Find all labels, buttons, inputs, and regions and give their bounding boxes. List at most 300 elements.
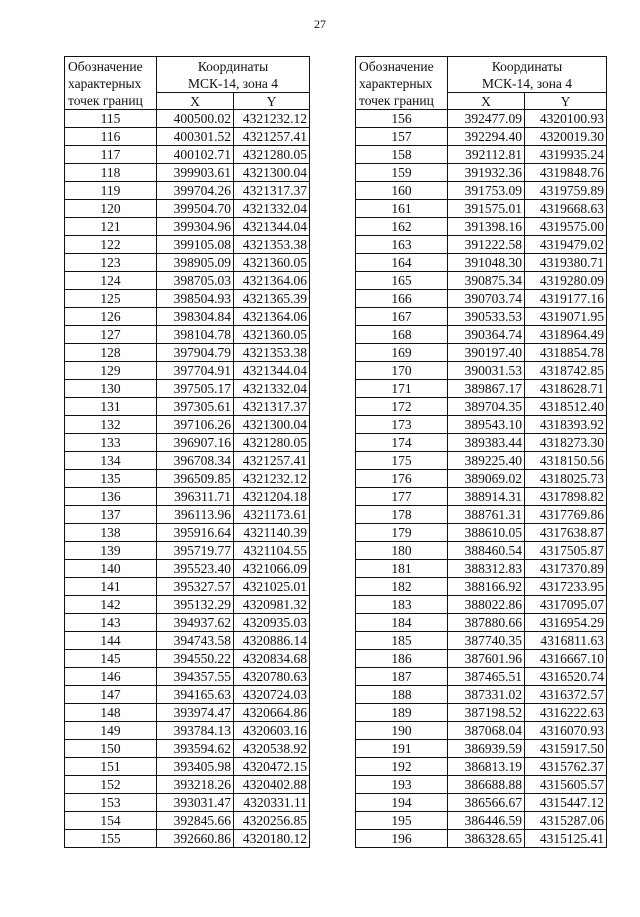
table-row bbox=[356, 560, 607, 578]
table-row bbox=[65, 758, 310, 776]
table-row bbox=[65, 434, 310, 452]
table-row bbox=[65, 560, 310, 578]
table-row bbox=[356, 344, 607, 362]
y-coordinate-cell: 4321332.04 bbox=[234, 200, 310, 218]
y-coordinate-cell: 4318628.71 bbox=[525, 380, 607, 398]
x-coordinate-cell: 390703.74 bbox=[448, 290, 525, 308]
x-coordinate-cell: 387331.02 bbox=[448, 686, 525, 704]
point-number-cell: 138 bbox=[65, 524, 157, 542]
table-row bbox=[65, 164, 310, 182]
point-number-cell: 187 bbox=[356, 668, 448, 686]
y-coordinate-cell: 4316520.74 bbox=[525, 668, 607, 686]
table-row bbox=[356, 740, 607, 758]
x-coordinate-cell: 392112.81 bbox=[448, 146, 525, 164]
point-header-line: точек границ bbox=[359, 93, 434, 108]
table-row bbox=[65, 470, 310, 488]
table-row bbox=[65, 344, 310, 362]
y-coordinate-cell: 4319280.09 bbox=[525, 272, 607, 290]
y-coordinate-cell: 4321025.01 bbox=[234, 578, 310, 596]
point-number-cell: 183 bbox=[356, 596, 448, 614]
y-coordinate-cell: 4318025.73 bbox=[525, 470, 607, 488]
table-row bbox=[356, 416, 607, 434]
x-coordinate-cell: 395916.64 bbox=[157, 524, 234, 542]
point-number-cell: 122 bbox=[65, 236, 157, 254]
y-coordinate-cell: 4319479.02 bbox=[525, 236, 607, 254]
coordinates-title: Координаты bbox=[197, 59, 269, 74]
point-number-cell: 176 bbox=[356, 470, 448, 488]
y-coordinate-cell: 4321232.12 bbox=[234, 470, 310, 488]
y-coordinate-cell: 4321364.06 bbox=[234, 272, 310, 290]
point-number-cell: 171 bbox=[356, 380, 448, 398]
point-number-cell: 174 bbox=[356, 434, 448, 452]
point-number-cell: 170 bbox=[356, 362, 448, 380]
x-coordinate-cell: 386688.88 bbox=[448, 776, 525, 794]
point-header-line: Обозначение bbox=[68, 59, 143, 74]
y-coordinate-cell: 4321364.06 bbox=[234, 308, 310, 326]
y-coordinate-cell: 4315447.12 bbox=[525, 794, 607, 812]
point-number-cell: 175 bbox=[356, 452, 448, 470]
x-coordinate-cell: 390875.34 bbox=[448, 272, 525, 290]
y-coordinate-cell: 4317233.95 bbox=[525, 578, 607, 596]
point-number-cell: 164 bbox=[356, 254, 448, 272]
x-coordinate-cell: 388022.86 bbox=[448, 596, 525, 614]
table-row bbox=[356, 578, 607, 596]
table-row bbox=[65, 686, 310, 704]
table-row bbox=[65, 380, 310, 398]
x-coordinate-cell: 394357.55 bbox=[157, 668, 234, 686]
point-number-cell: 173 bbox=[356, 416, 448, 434]
x-coordinate-cell: 392845.66 bbox=[157, 812, 234, 830]
table-row bbox=[356, 308, 607, 326]
x-coordinate-cell: 386328.65 bbox=[448, 830, 525, 848]
table-row bbox=[65, 524, 310, 542]
y-coordinate-cell: 4321173.61 bbox=[234, 506, 310, 524]
y-coordinate-cell: 4321300.04 bbox=[234, 164, 310, 182]
table-row bbox=[65, 596, 310, 614]
x-coordinate-cell: 395132.29 bbox=[157, 596, 234, 614]
point-number-cell: 189 bbox=[356, 704, 448, 722]
table-row bbox=[65, 290, 310, 308]
x-coordinate-cell: 400500.02 bbox=[157, 110, 234, 128]
point-number-cell: 192 bbox=[356, 758, 448, 776]
y-coordinate-cell: 4317769.86 bbox=[525, 506, 607, 524]
x-coordinate-cell: 388610.05 bbox=[448, 524, 525, 542]
table-row bbox=[65, 254, 310, 272]
point-header-line: Обозначение bbox=[359, 59, 434, 74]
x-coordinate-cell: 393405.98 bbox=[157, 758, 234, 776]
x-coordinate-cell: 394550.22 bbox=[157, 650, 234, 668]
x-coordinate-cell: 391222.58 bbox=[448, 236, 525, 254]
point-number-cell: 169 bbox=[356, 344, 448, 362]
y-coordinate-cell: 4320664.86 bbox=[234, 704, 310, 722]
table-row bbox=[65, 830, 310, 848]
y-coordinate-cell: 4315125.41 bbox=[525, 830, 607, 848]
point-number-cell: 148 bbox=[65, 704, 157, 722]
table-row bbox=[65, 110, 310, 128]
point-number-cell: 156 bbox=[356, 110, 448, 128]
point-number-cell: 161 bbox=[356, 200, 448, 218]
table-row bbox=[65, 146, 310, 164]
point-number-cell: 127 bbox=[65, 326, 157, 344]
y-coordinate-cell: 4315762.37 bbox=[525, 758, 607, 776]
coordinates-system: МСК-14, зона 4 bbox=[187, 76, 279, 91]
table-row bbox=[356, 182, 607, 200]
x-coordinate-cell: 395719.77 bbox=[157, 542, 234, 560]
x-coordinate-cell: 394743.58 bbox=[157, 632, 234, 650]
y-coordinate-cell: 4318512.40 bbox=[525, 398, 607, 416]
point-number-cell: 150 bbox=[65, 740, 157, 758]
y-coordinate-cell: 4321300.04 bbox=[234, 416, 310, 434]
point-number-cell: 182 bbox=[356, 578, 448, 596]
y-coordinate-cell: 4319848.76 bbox=[525, 164, 607, 182]
y-coordinate-cell: 4316222.63 bbox=[525, 704, 607, 722]
point-number-cell: 134 bbox=[65, 452, 157, 470]
x-coordinate-cell: 389867.17 bbox=[448, 380, 525, 398]
y-coordinate-cell: 4321317.37 bbox=[234, 398, 310, 416]
point-number-cell: 115 bbox=[65, 110, 157, 128]
x-coordinate-cell: 390364.74 bbox=[448, 326, 525, 344]
table-row bbox=[356, 146, 607, 164]
point-number-cell: 131 bbox=[65, 398, 157, 416]
y-coordinate-cell: 4321332.04 bbox=[234, 380, 310, 398]
x-coordinate-cell: 398104.78 bbox=[157, 326, 234, 344]
point-number-cell: 142 bbox=[65, 596, 157, 614]
table-row bbox=[356, 272, 607, 290]
y-column-header: Y bbox=[525, 93, 607, 110]
x-coordinate-cell: 388460.54 bbox=[448, 542, 525, 560]
y-coordinate-cell: 4319380.71 bbox=[525, 254, 607, 272]
x-coordinate-cell: 387068.04 bbox=[448, 722, 525, 740]
table-row bbox=[356, 686, 607, 704]
point-number-cell: 191 bbox=[356, 740, 448, 758]
point-number-cell: 180 bbox=[356, 542, 448, 560]
table-row bbox=[65, 722, 310, 740]
point-number-cell: 160 bbox=[356, 182, 448, 200]
point-number-cell: 128 bbox=[65, 344, 157, 362]
table-row bbox=[356, 164, 607, 182]
y-coordinate-cell: 4320019.30 bbox=[525, 128, 607, 146]
point-number-cell: 155 bbox=[65, 830, 157, 848]
y-coordinate-cell: 4321257.41 bbox=[234, 452, 310, 470]
point-number-cell: 132 bbox=[65, 416, 157, 434]
y-coordinate-cell: 4320981.32 bbox=[234, 596, 310, 614]
table-row bbox=[356, 650, 607, 668]
x-coordinate-cell: 387601.96 bbox=[448, 650, 525, 668]
y-coordinate-cell: 4320472.15 bbox=[234, 758, 310, 776]
y-coordinate-cell: 4321066.09 bbox=[234, 560, 310, 578]
x-coordinate-cell: 396907.16 bbox=[157, 434, 234, 452]
point-number-cell: 141 bbox=[65, 578, 157, 596]
table-row bbox=[356, 380, 607, 398]
y-coordinate-cell: 4321360.05 bbox=[234, 326, 310, 344]
point-number-cell: 190 bbox=[356, 722, 448, 740]
point-number-cell: 186 bbox=[356, 650, 448, 668]
point-number-cell: 116 bbox=[65, 128, 157, 146]
y-coordinate-cell: 4317095.07 bbox=[525, 596, 607, 614]
point-number-cell: 136 bbox=[65, 488, 157, 506]
point-number-cell: 177 bbox=[356, 488, 448, 506]
point-number-cell: 139 bbox=[65, 542, 157, 560]
x-coordinate-cell: 390533.53 bbox=[448, 308, 525, 326]
table-row bbox=[65, 398, 310, 416]
point-number-cell: 157 bbox=[356, 128, 448, 146]
point-number-cell: 121 bbox=[65, 218, 157, 236]
right-table-body bbox=[356, 110, 607, 848]
x-coordinate-cell: 396509.85 bbox=[157, 470, 234, 488]
table-row bbox=[356, 812, 607, 830]
table-row bbox=[65, 578, 310, 596]
table-row bbox=[65, 326, 310, 344]
x-coordinate-cell: 392294.40 bbox=[448, 128, 525, 146]
table-row bbox=[65, 668, 310, 686]
point-number-cell: 140 bbox=[65, 560, 157, 578]
y-coordinate-cell: 4321257.41 bbox=[234, 128, 310, 146]
x-coordinate-cell: 387465.51 bbox=[448, 668, 525, 686]
table-row bbox=[65, 416, 310, 434]
point-number-cell: 137 bbox=[65, 506, 157, 524]
point-number-cell: 163 bbox=[356, 236, 448, 254]
x-coordinate-cell: 391048.30 bbox=[448, 254, 525, 272]
x-coordinate-cell: 386939.59 bbox=[448, 740, 525, 758]
x-coordinate-cell: 391398.16 bbox=[448, 218, 525, 236]
y-coordinate-cell: 4320886.14 bbox=[234, 632, 310, 650]
y-coordinate-cell: 4319935.24 bbox=[525, 146, 607, 164]
point-number-cell: 196 bbox=[356, 830, 448, 848]
x-coordinate-cell: 388761.31 bbox=[448, 506, 525, 524]
x-coordinate-cell: 389069.02 bbox=[448, 470, 525, 488]
point-number-cell: 135 bbox=[65, 470, 157, 488]
table-row bbox=[356, 776, 607, 794]
x-coordinate-cell: 387880.66 bbox=[448, 614, 525, 632]
y-coordinate-cell: 4315605.57 bbox=[525, 776, 607, 794]
point-number-cell: 152 bbox=[65, 776, 157, 794]
coordinates-system: МСК-14, зона 4 bbox=[481, 76, 573, 91]
table-row bbox=[356, 632, 607, 650]
x-column-header: X bbox=[448, 93, 525, 110]
point-number-cell: 119 bbox=[65, 182, 157, 200]
y-coordinate-cell: 4319071.95 bbox=[525, 308, 607, 326]
y-coordinate-cell: 4316954.29 bbox=[525, 614, 607, 632]
table-row bbox=[65, 236, 310, 254]
left-table-body bbox=[65, 110, 310, 848]
point-number-cell: 185 bbox=[356, 632, 448, 650]
point-number-cell: 126 bbox=[65, 308, 157, 326]
y-coordinate-cell: 4317898.82 bbox=[525, 488, 607, 506]
x-coordinate-cell: 387198.52 bbox=[448, 704, 525, 722]
point-number-cell: 184 bbox=[356, 614, 448, 632]
table-row bbox=[65, 218, 310, 236]
y-coordinate-cell: 4320538.92 bbox=[234, 740, 310, 758]
x-coordinate-cell: 388166.92 bbox=[448, 578, 525, 596]
y-coordinate-cell: 4317638.87 bbox=[525, 524, 607, 542]
y-coordinate-cell: 4316667.10 bbox=[525, 650, 607, 668]
point-number-cell: 125 bbox=[65, 290, 157, 308]
y-coordinate-cell: 4321344.04 bbox=[234, 218, 310, 236]
y-coordinate-cell: 4321280.05 bbox=[234, 146, 310, 164]
x-coordinate-cell: 397106.26 bbox=[157, 416, 234, 434]
point-number-cell: 165 bbox=[356, 272, 448, 290]
point-number-cell: 123 bbox=[65, 254, 157, 272]
x-coordinate-cell: 387740.35 bbox=[448, 632, 525, 650]
x-coordinate-cell: 396113.96 bbox=[157, 506, 234, 524]
y-coordinate-cell: 4316070.93 bbox=[525, 722, 607, 740]
coordinates-title: Координаты bbox=[491, 59, 563, 74]
table-row bbox=[356, 524, 607, 542]
table-row bbox=[356, 506, 607, 524]
point-number-cell: 124 bbox=[65, 272, 157, 290]
y-coordinate-cell: 4321140.39 bbox=[234, 524, 310, 542]
x-coordinate-cell: 398304.84 bbox=[157, 308, 234, 326]
x-coordinate-cell: 394165.63 bbox=[157, 686, 234, 704]
y-coordinate-cell: 4315917.50 bbox=[525, 740, 607, 758]
y-coordinate-cell: 4317370.89 bbox=[525, 560, 607, 578]
x-coordinate-cell: 391575.01 bbox=[448, 200, 525, 218]
y-coordinate-cell: 4321104.55 bbox=[234, 542, 310, 560]
table-row bbox=[356, 596, 607, 614]
point-header-line: характерных bbox=[68, 76, 142, 91]
y-coordinate-cell: 4320256.85 bbox=[234, 812, 310, 830]
x-coordinate-cell: 393594.62 bbox=[157, 740, 234, 758]
y-coordinate-cell: 4319759.89 bbox=[525, 182, 607, 200]
point-number-cell: 151 bbox=[65, 758, 157, 776]
y-coordinate-cell: 4319177.16 bbox=[525, 290, 607, 308]
x-coordinate-cell: 393974.47 bbox=[157, 704, 234, 722]
y-coordinate-cell: 4321344.04 bbox=[234, 362, 310, 380]
table-row bbox=[65, 488, 310, 506]
y-coordinate-cell: 4320180.12 bbox=[234, 830, 310, 848]
y-coordinate-cell: 4320603.16 bbox=[234, 722, 310, 740]
x-coordinate-cell: 392477.09 bbox=[448, 110, 525, 128]
x-coordinate-cell: 386813.19 bbox=[448, 758, 525, 776]
point-number-cell: 193 bbox=[356, 776, 448, 794]
coordinates-header bbox=[157, 57, 310, 93]
table-row bbox=[65, 632, 310, 650]
point-number-cell: 178 bbox=[356, 506, 448, 524]
table-row bbox=[356, 830, 607, 848]
y-coordinate-cell: 4321232.12 bbox=[234, 110, 310, 128]
table-row bbox=[65, 542, 310, 560]
x-coordinate-cell: 389225.40 bbox=[448, 452, 525, 470]
x-coordinate-cell: 390031.53 bbox=[448, 362, 525, 380]
coordinates-table-right bbox=[355, 56, 607, 848]
x-coordinate-cell: 396311.71 bbox=[157, 488, 234, 506]
point-number-cell: 153 bbox=[65, 794, 157, 812]
x-coordinate-cell: 398705.03 bbox=[157, 272, 234, 290]
table-row bbox=[65, 704, 310, 722]
x-coordinate-cell: 395523.40 bbox=[157, 560, 234, 578]
table-row bbox=[356, 128, 607, 146]
y-coordinate-cell: 4320724.03 bbox=[234, 686, 310, 704]
y-coordinate-cell: 4321204.18 bbox=[234, 488, 310, 506]
y-coordinate-cell: 4318854.78 bbox=[525, 344, 607, 362]
point-number-cell: 117 bbox=[65, 146, 157, 164]
coordinates-table-left bbox=[64, 56, 310, 848]
point-number-cell: 166 bbox=[356, 290, 448, 308]
y-coordinate-cell: 4315287.06 bbox=[525, 812, 607, 830]
point-number-cell: 120 bbox=[65, 200, 157, 218]
y-coordinate-cell: 4318964.49 bbox=[525, 326, 607, 344]
x-coordinate-cell: 397505.17 bbox=[157, 380, 234, 398]
x-coordinate-cell: 386566.67 bbox=[448, 794, 525, 812]
table-row bbox=[356, 434, 607, 452]
table-row bbox=[65, 272, 310, 290]
x-coordinate-cell: 398905.09 bbox=[157, 254, 234, 272]
point-number-cell: 162 bbox=[356, 218, 448, 236]
x-coordinate-cell: 391753.09 bbox=[448, 182, 525, 200]
x-coordinate-cell: 399704.26 bbox=[157, 182, 234, 200]
table-row bbox=[356, 200, 607, 218]
table-row bbox=[356, 110, 607, 128]
y-coordinate-cell: 4318273.30 bbox=[525, 434, 607, 452]
point-number-cell: 194 bbox=[356, 794, 448, 812]
x-coordinate-cell: 389543.10 bbox=[448, 416, 525, 434]
table-row bbox=[356, 218, 607, 236]
x-coordinate-cell: 399105.08 bbox=[157, 236, 234, 254]
x-coordinate-cell: 389704.35 bbox=[448, 398, 525, 416]
y-coordinate-cell: 4321280.05 bbox=[234, 434, 310, 452]
point-number-cell: 195 bbox=[356, 812, 448, 830]
table-row bbox=[356, 722, 607, 740]
point-number-cell: 179 bbox=[356, 524, 448, 542]
table-row bbox=[356, 614, 607, 632]
x-coordinate-cell: 399304.96 bbox=[157, 218, 234, 236]
point-number-cell: 147 bbox=[65, 686, 157, 704]
point-header-line: точек границ bbox=[68, 93, 143, 108]
y-coordinate-cell: 4320834.68 bbox=[234, 650, 310, 668]
table-row bbox=[356, 794, 607, 812]
x-coordinate-cell: 399903.61 bbox=[157, 164, 234, 182]
table-row bbox=[65, 308, 310, 326]
y-coordinate-cell: 4320100.93 bbox=[525, 110, 607, 128]
table-row bbox=[65, 812, 310, 830]
point-number-cell: 129 bbox=[65, 362, 157, 380]
x-coordinate-cell: 393031.47 bbox=[157, 794, 234, 812]
table-row bbox=[356, 254, 607, 272]
table-row bbox=[356, 668, 607, 686]
x-coordinate-cell: 398504.93 bbox=[157, 290, 234, 308]
table-row bbox=[65, 614, 310, 632]
table-row bbox=[356, 704, 607, 722]
point-column-header bbox=[65, 57, 157, 110]
point-number-cell: 172 bbox=[356, 398, 448, 416]
table-row bbox=[65, 452, 310, 470]
x-coordinate-cell: 400301.52 bbox=[157, 128, 234, 146]
point-number-cell: 181 bbox=[356, 560, 448, 578]
point-number-cell: 130 bbox=[65, 380, 157, 398]
x-coordinate-cell: 393218.26 bbox=[157, 776, 234, 794]
point-number-cell: 144 bbox=[65, 632, 157, 650]
y-coordinate-cell: 4316372.57 bbox=[525, 686, 607, 704]
point-number-cell: 146 bbox=[65, 668, 157, 686]
table-row bbox=[356, 488, 607, 506]
table-row bbox=[356, 290, 607, 308]
table-row bbox=[65, 650, 310, 668]
y-coordinate-cell: 4317505.87 bbox=[525, 542, 607, 560]
point-number-cell: 188 bbox=[356, 686, 448, 704]
table-row bbox=[65, 776, 310, 794]
point-number-cell: 154 bbox=[65, 812, 157, 830]
x-coordinate-cell: 391932.36 bbox=[448, 164, 525, 182]
table-row bbox=[356, 452, 607, 470]
table-row bbox=[356, 398, 607, 416]
x-coordinate-cell: 395327.57 bbox=[157, 578, 234, 596]
table-row bbox=[65, 362, 310, 380]
x-coordinate-cell: 400102.71 bbox=[157, 146, 234, 164]
x-coordinate-cell: 393784.13 bbox=[157, 722, 234, 740]
table-row bbox=[65, 182, 310, 200]
y-coordinate-cell: 4318393.92 bbox=[525, 416, 607, 434]
x-coordinate-cell: 386446.59 bbox=[448, 812, 525, 830]
